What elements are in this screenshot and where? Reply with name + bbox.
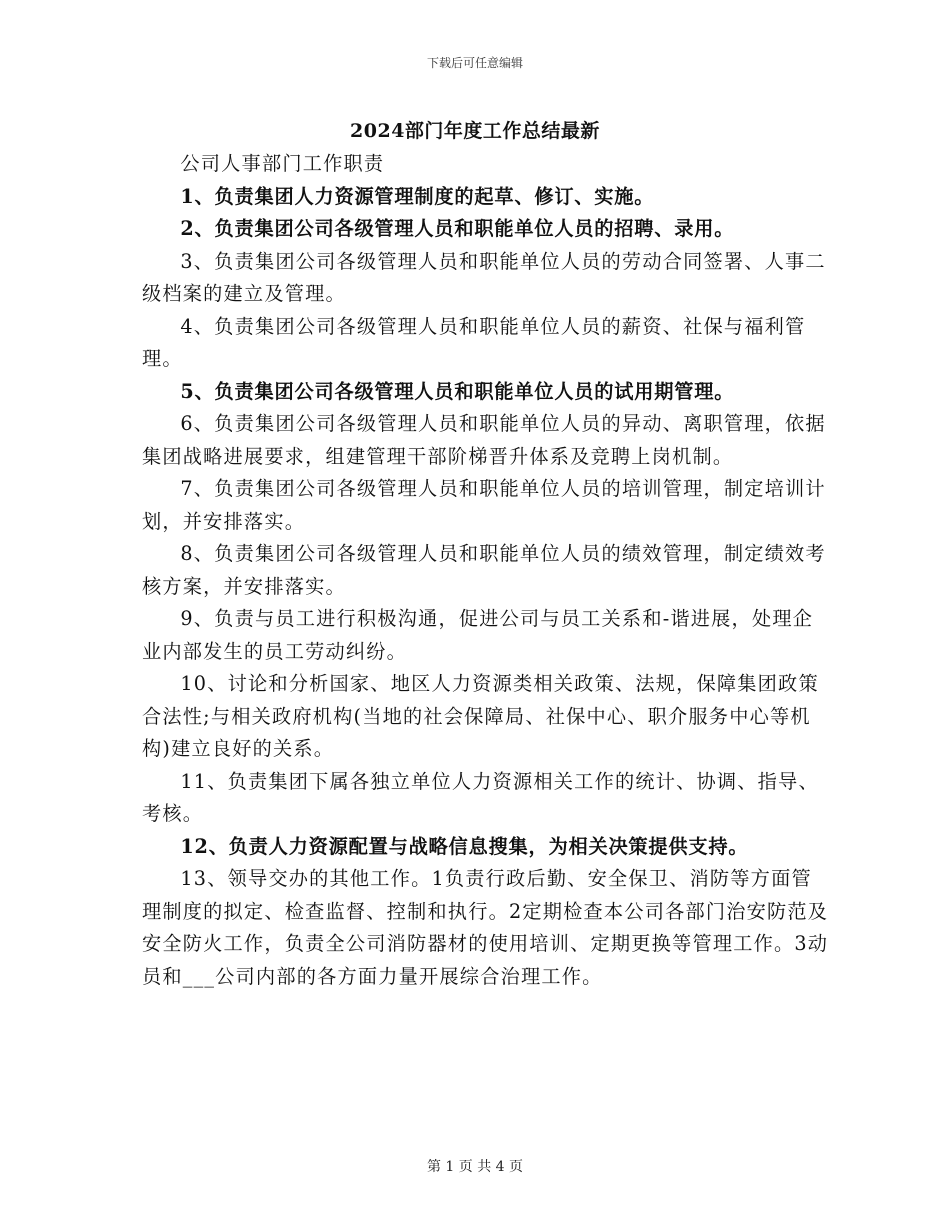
paragraph-3: 3、负责集团公司各级管理人员和职能单位人员的劳动合同签署、人事二级档案的建立及管理。 [142,249,826,305]
paragraph-13: 13、领导交办的其他工作。1负责行政后勤、安全保卫、消防等方面管理制度的拟定、检查监督、控制和执行。2定期检查本公司各部门治安防范及安全防火工作，负责全公司消防器材的使用培训、定期更换等管理工作。3动员和___公司内部的各方面力量开展综合治理工作。 [142,867,829,988]
paragraph-9: 9、负责与员工进行积极沟通，促进公司与员工关系和-谐进展，处理企业内部发生的员工劳动纠纷。 [142,607,814,663]
paragraph-5: 5、负责集团公司各级管理人员和职能单位人员的试用期管理。 [180,379,735,403]
paragraph-8: 8、负责集团公司各级管理人员和职能单位人员的绩效管理，制定绩效考核方案，并安排落实。 [142,542,826,598]
paragraph-4: 4、负责集团公司各级管理人员和职能单位人员的薪资、社保与福利管理。 [142,314,806,370]
paragraph-1: 1、负责集团人力资源管理制度的起草、修订、实施。 [180,184,655,208]
paragraph-2: 2、负责集团公司各级管理人员和职能单位人员的招聘、录用。 [180,217,735,240]
paragraph-6: 6、负责集团公司各级管理人员和职能单位人员的异动、离职管理，依据集团战略进展要求，组建管理干部阶梯晋升体系及竞聘上岗机制。 [142,412,826,468]
document-title: 2024部门年度工作总结最新 [350,120,600,142]
paragraph-12: 12、负责人力资源配置与战略信息搜集，为相关决策提供支持。 [180,834,749,858]
paragraph-11: 11、负责集团下属各独立单位人力资源相关工作的统计、协调、指导、考核。 [142,769,819,825]
document-body [142,148,832,993]
header-note: 下载后可任意编辑 [426,56,523,70]
page-footer: 第 1 页 共 4 页 [426,1159,524,1175]
paragraph-0: 公司人事部门工作职责 [180,152,385,175]
paragraph-10: 10、讨论和分析国家、地区人力资源类相关政策、法规，保障集团政策合法性;与相关政府机构(当地的社会保障局、社保中心、职介服务中心等机构)建立良好的关系。 [142,672,819,760]
paragraph-7: 7、负责集团公司各级管理人员和职能单位人员的培训管理，制定培训计划，并安排落实。 [142,477,826,533]
